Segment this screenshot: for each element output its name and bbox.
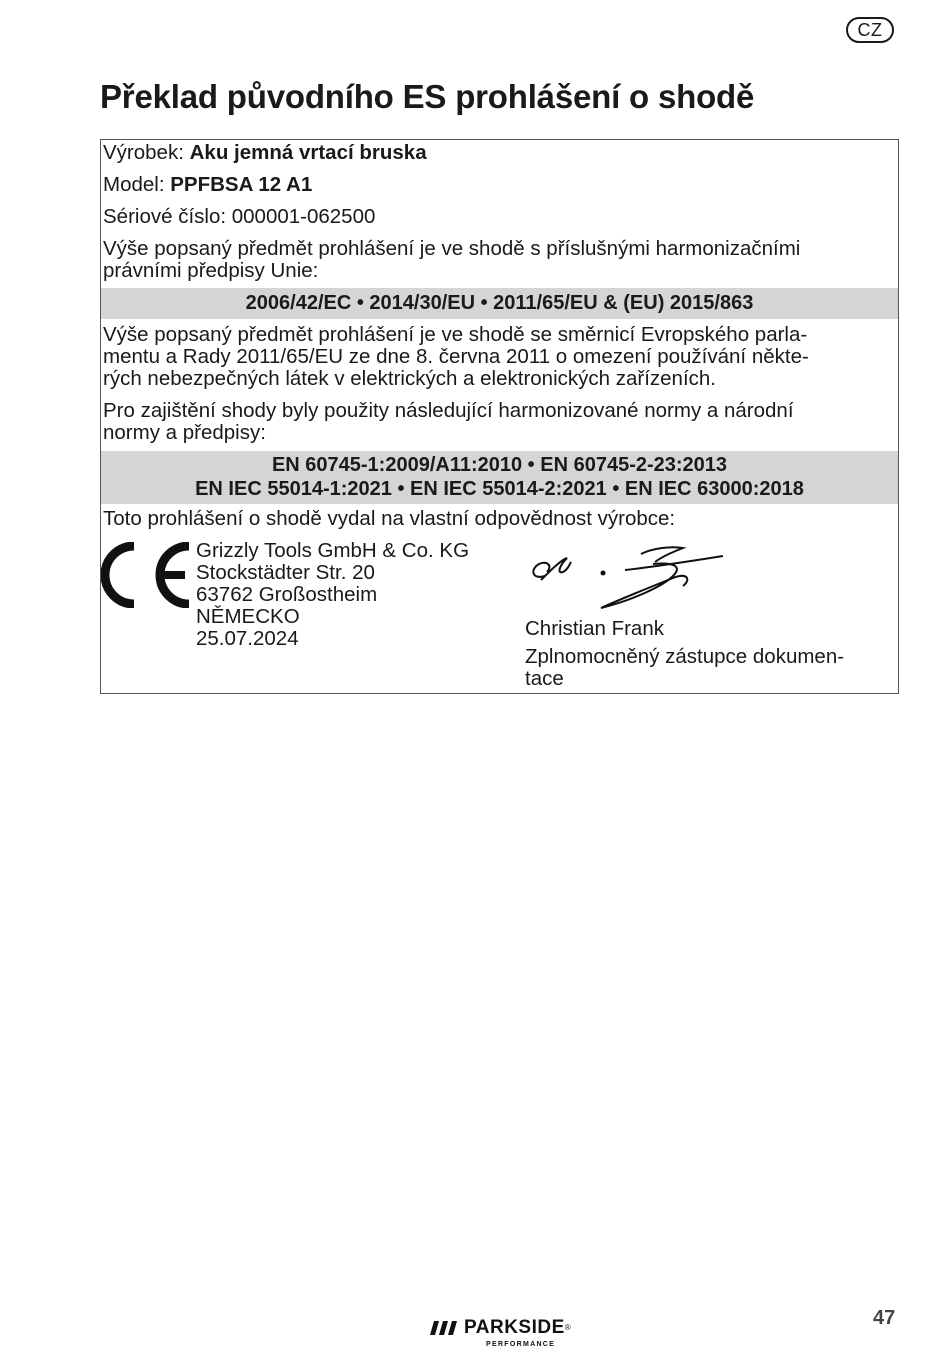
- text-line: rých nebezpečných látek v elektrických a elektronických zařízeních.: [103, 367, 716, 390]
- text-line: mentu a Rady 2011/65/EU ze dne 8. června 2011 o omezení používání někte-: [103, 345, 809, 368]
- signature-image: [523, 540, 733, 614]
- signer-role: tace: [525, 667, 564, 690]
- text-line: normy a předpisy:: [103, 421, 266, 444]
- brand-registered-mark: ®: [564, 1323, 572, 1332]
- ce-mark-icon: [101, 542, 193, 608]
- language-badge: CZ: [846, 17, 894, 43]
- address-line: 63762 Großostheim: [196, 583, 378, 606]
- text-line: Pro zajištění shody byly použity následující harmonizované normy a národní: [103, 399, 794, 422]
- directives-text: 2006/42/EC • 2014/30/EU • 2011/65/EU & (EU) 2015/863: [245, 292, 754, 314]
- rohs-statement: [103, 324, 873, 390]
- text-line: Výše popsaný předmět prohlášení je ve shodě s příslušnými harmonizačními: [103, 237, 801, 260]
- product-line: [103, 142, 427, 164]
- page-title: Překlad původního ES prohlášení o shodě: [100, 78, 755, 115]
- text-line: právními předpisy Unie:: [103, 259, 319, 282]
- product-label: Výrobek:: [103, 141, 184, 164]
- brand-name-text: PARKSIDE: [464, 1317, 565, 1338]
- standards-intro: [103, 400, 873, 444]
- issuer-statement: Toto prohlášení o shodě vydal na vlastní odpovědnost výrobce:: [103, 507, 676, 530]
- standards-text: EN 60745-1:2009/A11:2010 • EN 60745-2-23:2013: [271, 454, 728, 476]
- brand-slashes-icon: [430, 1317, 460, 1339]
- model-value: PPFBSA 12 A1: [170, 173, 313, 196]
- product-value: Aku jemná vrtací bruska: [189, 141, 427, 164]
- declaration-date: 25.07.2024: [196, 627, 299, 650]
- address-line: Grizzly Tools GmbH & Co. KG: [196, 539, 470, 562]
- text-line: Výše popsaný předmět prohlášení je ve shodě se směrnicí Evropského parla-: [103, 323, 808, 346]
- brand-subline: PERFORMANCE: [486, 1341, 556, 1348]
- page-number: 47: [873, 1307, 896, 1329]
- signer-role: Zplnomocněný zástupce dokumen-: [525, 645, 845, 668]
- standards-text: EN IEC 55014-1:2021 • EN IEC 55014-2:2021 • EN IEC 63000:2018: [195, 478, 804, 500]
- signer-block: [525, 618, 844, 690]
- conformity-statement: [103, 238, 873, 282]
- signer-name: Christian Frank: [525, 617, 664, 640]
- directives-band: [101, 288, 898, 319]
- address-line: NĚMECKO: [196, 605, 300, 628]
- model-label: Model:: [103, 173, 165, 196]
- brand-name: [464, 1317, 571, 1339]
- model-line: [103, 174, 312, 196]
- address-line: Stockstädter Str. 20: [196, 561, 375, 584]
- declaration-box: [100, 139, 899, 694]
- standards-band: [101, 451, 898, 504]
- brand-logo: [430, 1317, 590, 1353]
- manufacturer-address: [196, 540, 469, 650]
- serial-number-line: Sériové číslo: 000001-062500: [103, 205, 376, 228]
